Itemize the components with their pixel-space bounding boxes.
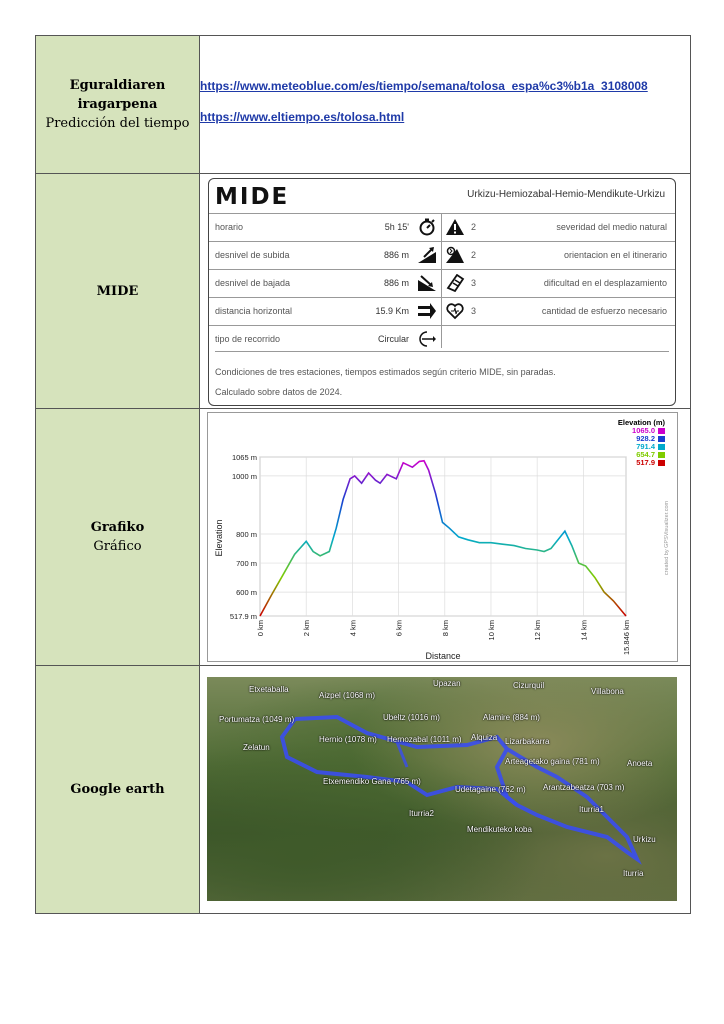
weather-row: [36, 36, 691, 174]
mide-row-distancia: [209, 297, 675, 325]
legend-label: 654.7: [636, 450, 655, 459]
map-label-peak: Portumatza (1049 m): [219, 714, 295, 724]
mide-data-year-note: Calculado sobre datos de 2024.: [215, 387, 343, 397]
ascent-icon: [417, 246, 437, 264]
y-tick-label: 800 m: [236, 530, 257, 540]
x-tick-label: 6 km: [394, 620, 404, 637]
map-label-place: Villabona: [591, 686, 624, 696]
eltiempo-link[interactable]: https://www.eltiempo.es/tolosa.html: [200, 110, 405, 124]
x-tick-label: 15.846 km: [622, 620, 631, 656]
y-tick-label: 1065 m: [231, 453, 257, 462]
weather-links-cell: [200, 36, 691, 174]
map-label-village: Urkizu: [633, 834, 656, 844]
mide-row-bajada: [209, 269, 675, 297]
x-tick-label: 14 km: [579, 620, 589, 641]
effort-heart-icon: [445, 302, 465, 320]
x-tick-label: 12 km: [533, 620, 543, 641]
mide-desc: orientacion en el itinerario: [563, 250, 667, 260]
y-tick-label: 1000 m: [231, 471, 257, 481]
elevation-chart: [207, 412, 678, 662]
x-tick-label: 4 km: [348, 620, 358, 637]
mide-logo: MIDE: [215, 184, 290, 210]
map-label-peak: Hernio (1078 m): [319, 734, 377, 744]
map-row: [36, 666, 691, 914]
map-label-peak: Alamire (884 m): [483, 712, 540, 722]
mide-rating: 2: [471, 250, 477, 260]
x-tick-label: 0 km: [256, 620, 265, 637]
map-label-peak: Ubeltz (1016 m): [383, 712, 440, 722]
mide-rating: 2: [471, 222, 477, 232]
map-label-peak: Etxemendiko Gana (765 m): [323, 776, 421, 786]
graph-label-basque: Grafiko: [90, 520, 145, 535]
map-label-place: Alquiza: [471, 732, 498, 742]
legend-swatch: [658, 460, 665, 466]
mide-row-recorrido: [209, 325, 675, 353]
mide-cell: [200, 174, 691, 409]
mide-value: Circular: [377, 334, 409, 344]
mide-key: distancia horizontal: [215, 306, 293, 316]
legend-swatch: [658, 444, 665, 450]
mide-row-horario: [209, 213, 675, 241]
mide-row-subida: [209, 241, 675, 269]
mide-rating: 3: [471, 306, 477, 316]
legend-label: 928.2: [636, 434, 655, 443]
watermark: created by GPSVisualizer.com: [664, 500, 670, 576]
legend-label: 1065.0: [632, 426, 655, 435]
map-label-peak: Hernozabal (1011 m): [387, 734, 462, 744]
mide-value: 5h 15': [384, 222, 409, 232]
mide-row: [36, 174, 691, 409]
x-tick-label: 8 km: [440, 620, 450, 637]
map-label-place: Lizarbakarra: [505, 736, 550, 746]
orientation-icon: [445, 246, 465, 264]
y-tick-label: 517.9 m: [229, 612, 257, 621]
elevation-chart-svg: [208, 413, 676, 661]
x-axis-label: Distance: [425, 651, 461, 661]
mide-value: 886 m: [383, 250, 409, 260]
weather-label-cell: [36, 36, 200, 174]
x-tick-label: 2 km: [302, 620, 312, 637]
mide-key: tipo de recorrido: [215, 334, 281, 344]
y-tick-label: 600 m: [236, 588, 257, 598]
main-table: [35, 35, 691, 914]
legend-title: Elevation (m): [617, 418, 665, 427]
map-label-place: Cizurquil: [513, 680, 545, 690]
map-label-spring: Iturria: [623, 868, 644, 878]
mide-desc: dificultad en el desplazamiento: [543, 278, 667, 288]
x-tick-label: 10 km: [486, 620, 496, 641]
boot-icon: [445, 274, 465, 292]
mide-key: horario: [215, 222, 244, 232]
mide-footer: [215, 351, 669, 402]
legend-swatch: [658, 428, 665, 434]
mide-route-name: Urkizu-Hemiozabal-Hemio-Mendikute-Urkizu: [467, 189, 665, 200]
legend-label: 791.4: [636, 442, 655, 451]
map-label-peak: Udetagaine (762 m): [455, 784, 526, 794]
map-label-place: Zelatun: [243, 742, 270, 752]
map-label-peak: Arteagetako gaina (781 m): [505, 756, 600, 766]
mide-value: 15.9 Km: [375, 306, 409, 316]
mide-label: MIDE: [96, 283, 139, 299]
map-label-peak: Aizpel (1068 m): [319, 690, 376, 700]
descent-icon: [417, 274, 437, 292]
mide-desc: severidad del medio natural: [556, 222, 667, 232]
graph-cell: [200, 409, 691, 666]
map-label-place: Anoeta: [627, 758, 653, 768]
mide-key: desnivel de subida: [215, 250, 290, 260]
y-axis-label: Elevation: [214, 519, 224, 557]
meteoblue-link[interactable]: https://www.meteoblue.com/es/tiempo/semana/tolosa_espa%c3%b1a_3108008: [200, 79, 648, 93]
mide-label-cell: [36, 174, 200, 409]
google-earth-map[interactable]: [207, 677, 677, 901]
legend-label: 517.9: [636, 458, 655, 467]
graph-row: [36, 409, 691, 666]
map-label-place: Etxetaballa: [249, 684, 289, 694]
graph-label-cell: [36, 409, 200, 666]
map-label-spring: Iturria1: [579, 804, 604, 814]
map-label-spring: Iturria2: [409, 808, 434, 818]
warning-icon: [445, 218, 465, 236]
distance-arrow-icon: [417, 302, 437, 320]
mide-grid: [209, 213, 675, 353]
circular-route-icon: [417, 330, 437, 348]
legend-swatch: [658, 436, 665, 442]
mide-value: 886 m: [383, 278, 409, 288]
map-label-cell: [36, 666, 200, 914]
map-label: Google earth: [70, 782, 165, 797]
weather-label-basque: Eguraldiaren iragarpena: [69, 78, 166, 112]
legend-entry: [618, 459, 665, 467]
legend-swatch: [658, 452, 665, 458]
map-cell: [200, 666, 691, 914]
stopwatch-icon: [417, 218, 437, 236]
map-label-place: Upazan: [433, 678, 461, 688]
mide-rating: 3: [471, 278, 477, 288]
mide-conditions-note: Condiciones de tres estaciones, tiempos estimados según criterio MIDE, sin paradas.: [215, 367, 556, 377]
graph-label-spanish: Gráfico: [93, 539, 142, 554]
map-label-cave: Mendikuteko koba: [467, 824, 532, 834]
weather-label-spanish: Predicción del tiempo: [45, 116, 190, 131]
y-tick-label: 700 m: [236, 559, 257, 569]
map-label-peak: Arantzabeatza (703 m): [543, 782, 625, 792]
mide-desc: cantidad de esfuerzo necesario: [541, 306, 667, 316]
mide-card: [208, 178, 676, 406]
chart-legend: [618, 419, 665, 467]
mide-key: desnivel de bajada: [215, 278, 291, 288]
